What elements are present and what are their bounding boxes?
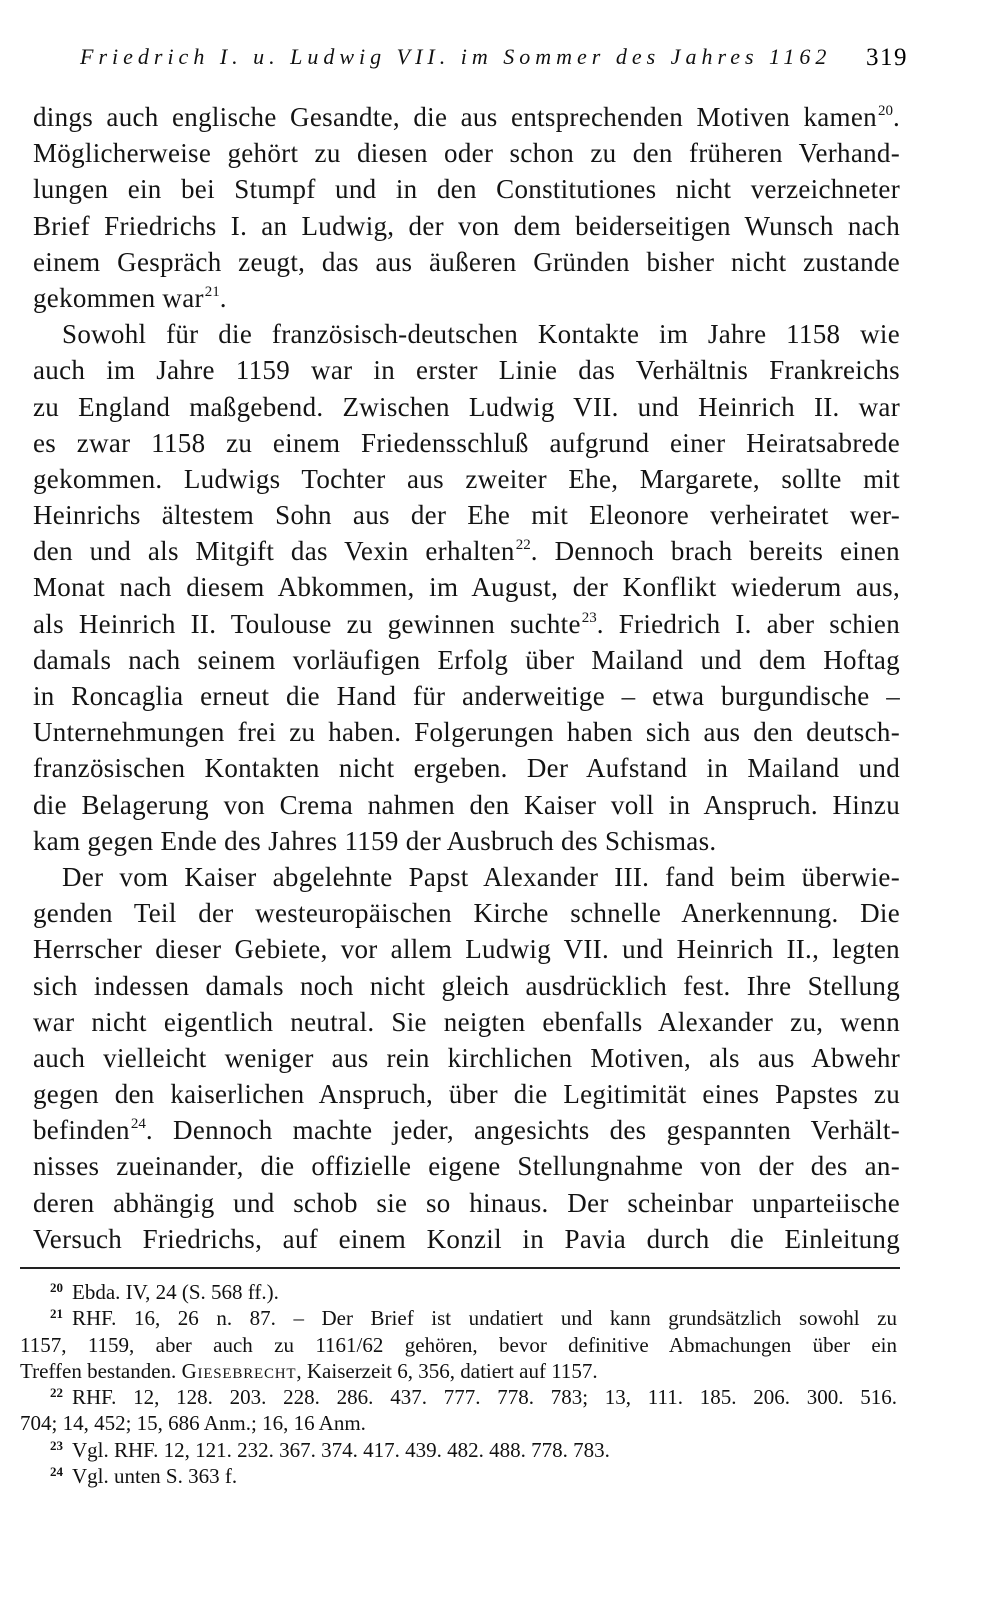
body-line [33, 823, 900, 859]
footnote-text: RHF. 16, 26 n. 87. – Der Brief ist undatiert und kann grundsätzlich sowohl zu [72, 1306, 897, 1331]
line-text: den und als Mitgift das Vexin erhalten [33, 536, 515, 567]
page-header [0, 40, 1000, 74]
footnote-text: Treffen bestanden. [20, 1358, 182, 1383]
line-text: befinden [33, 1115, 130, 1146]
footnote [20, 1384, 897, 1437]
line-text: es zwar 1158 zu einem Friedensschluß aufgrund einer Heiratsabrede [33, 427, 900, 458]
footnote-line [20, 1463, 897, 1489]
body-line [33, 787, 900, 823]
footnote-number: 23 [50, 1437, 63, 1453]
body-line [33, 1112, 900, 1148]
footnote-text: Vgl. RHF. 12, 121. 232. 367. 374. 417. 439. 482. 488. 778. 783. [72, 1437, 610, 1462]
footnote-reference: 24 [130, 1116, 146, 1133]
footnote-number: 21 [50, 1306, 63, 1322]
body-line [33, 1148, 900, 1184]
body-line [33, 1004, 900, 1040]
paragraph [33, 316, 900, 859]
line-text: französischen Kontakten nicht ergeben. Der Aufstand in Mailand und [33, 753, 900, 784]
body-line [33, 895, 900, 931]
body-line [33, 497, 900, 533]
body-line [33, 1040, 900, 1076]
footnote-number: 22 [50, 1385, 63, 1401]
body-line [33, 280, 900, 316]
line-text: Unternehmungen frei zu haben. Folgerungen haben sich aus den deutsch- [33, 717, 900, 748]
body-line [33, 389, 900, 425]
footnote-text: , Kaiserzeit 6, 356, datiert auf 1157. [296, 1358, 598, 1383]
body-line [33, 642, 900, 678]
body-line [33, 606, 900, 642]
footnote-reference: 22 [515, 537, 531, 554]
footnote-text: Ebda. IV, 24 (S. 568 ff.). [72, 1280, 279, 1304]
body-line [33, 244, 900, 280]
line-text: . Friedrich I. aber schien [596, 608, 900, 639]
line-text: Heinrichs ältestem Sohn aus der Ehe mit Eleonore verheiratet wer- [33, 500, 900, 531]
line-text: nisses zueinander, die offizielle eigene Stellungnahme von der des an- [33, 1151, 900, 1182]
body-line [33, 171, 900, 207]
footnote-line [20, 1437, 897, 1463]
body-line [33, 316, 900, 352]
body-line [33, 135, 900, 171]
body-line [33, 931, 900, 967]
footnote [20, 1463, 897, 1489]
line-text: Herrscher dieser Gebiete, vor allem Ludwig VII. und Heinrich II., legten [33, 934, 900, 965]
line-text: gekommen war [33, 282, 204, 313]
footnote-number: 20 [50, 1280, 63, 1295]
body-line [33, 1185, 900, 1221]
line-text: die Belagerung von Crema nahmen den Kaiser voll in Anspruch. Hinzu [33, 789, 900, 820]
line-text: auch vielleicht weniger aus rein kirchlichen Motiven, als aus Abwehr [33, 1042, 900, 1073]
footnote-text: RHF. 12, 128. 203. 228. 286. 437. 777. 778. 783; 13, 111. 185. 206. 300. 516. [72, 1385, 897, 1410]
line-text: Der vom Kaiser abgelehnte Papst Alexander III. fand beim überwie- [62, 861, 900, 892]
line-text: . Dennoch brach bereits einen [530, 536, 900, 567]
footnote [20, 1437, 897, 1463]
line-text: Monat nach diesem Abkommen, im August, der Konflikt wiederum aus, [33, 572, 900, 603]
line-text: lungen ein bei Stumpf und in den Constitutiones nicht verzeichneter [33, 174, 900, 205]
line-text: einem Gespräch zeugt, das aus äußeren Gründen bisher nicht zustande [33, 246, 900, 277]
body-line [33, 750, 900, 786]
body-line [33, 533, 900, 569]
body-line [33, 968, 900, 1004]
line-text: Brief Friedrichs I. an Ludwig, der von dem beiderseitigen Wunsch nach [33, 210, 900, 241]
line-text: . [219, 282, 227, 313]
body-line [33, 1076, 900, 1112]
footnote-text: 704; 14, 452; 15, 686 Anm.; 16, 16 Anm. [20, 1411, 366, 1436]
line-text: damals nach seinem vorläufigen Erfolg über Mailand und dem Hoftag [33, 644, 900, 675]
body-line [33, 425, 900, 461]
body-line [33, 352, 900, 388]
main-text [33, 99, 900, 1257]
line-text: Sowohl für die französisch-deutschen Kontakte im Jahre 1158 wie [62, 319, 900, 350]
line-text: als Heinrich II. Toulouse zu gewinnen suchte [33, 608, 581, 639]
footnote-reference: 21 [204, 283, 220, 300]
footnote-line [20, 1410, 897, 1436]
page-number: 319 [866, 44, 908, 71]
cited-author-smallcaps: GIESEBRECHT [181, 1358, 297, 1383]
footnotes-section [20, 1279, 897, 1489]
footnote-line [20, 1279, 897, 1305]
body-line [33, 569, 900, 605]
line-text: genden Teil der westeuropäischen Kirche schnelle Anerkennung. Die [33, 898, 900, 929]
line-text: auch im Jahre 1159 war in erster Linie das Verhältnis Frankreichs [33, 355, 900, 386]
body-line [33, 859, 900, 895]
running-title: Friedrich I. u. Ludwig VII. im Sommer des Jahres 1162 [80, 44, 832, 69]
line-text: . Dennoch machte jeder, angesichts des gespannten Verhält- [145, 1115, 900, 1146]
footnote-number: 24 [50, 1464, 63, 1480]
body-line [33, 678, 900, 714]
footnote-line [20, 1358, 897, 1384]
line-text: gegen den kaiserlichen Anspruch, über die Legitimität eines Papstes zu [33, 1079, 900, 1110]
footnote-line [20, 1332, 897, 1358]
line-text: in Roncaglia erneut die Hand für anderweitige – etwa burgundische – [33, 681, 900, 711]
line-text: kam gegen Ende des Jahres 1159 der Ausbruch des Schismas. [33, 825, 717, 856]
paragraph [33, 859, 900, 1257]
footnote-reference: 23 [581, 609, 597, 626]
line-text: deren abhängig und schob sie so hinaus. Der scheinbar unparteiische [33, 1187, 900, 1218]
footnote-text: 1157, 1159, aber auch zu 1161/62 gehören, bevor definitive Abmachungen über ein [20, 1332, 897, 1357]
line-text: gekommen. Ludwigs Tochter aus zweiter Ehe, Margarete, sollte mit [33, 463, 900, 494]
footnote-text: Vgl. unten S. 363 f. [72, 1464, 238, 1489]
footnote-line [20, 1384, 897, 1410]
body-line [33, 99, 900, 135]
body-line [33, 208, 900, 244]
line-text: Möglicherweise gehört zu diesen oder schon zu den früheren Verhand- [33, 138, 900, 169]
footnote-separator-rule [20, 1267, 900, 1269]
footnote [20, 1279, 897, 1305]
line-text: dings auch englische Gesandte, die aus entsprechenden Motiven kamen [33, 102, 877, 132]
footnote-reference: 20 [877, 103, 893, 119]
line-text: . [892, 102, 900, 132]
footnote-line [20, 1305, 897, 1331]
body-line [33, 1221, 900, 1257]
paragraph-continued [33, 99, 900, 316]
line-text: Versuch Friedrichs, auf einem Konzil in Pavia durch die Einleitung [33, 1223, 900, 1254]
footnote [20, 1305, 897, 1384]
line-text: zu England maßgebend. Zwischen Ludwig VII. und Heinrich II. war [33, 391, 900, 422]
line-text: war nicht eigentlich neutral. Sie neigten ebenfalls Alexander zu, wenn [33, 1006, 900, 1037]
line-text: sich indessen damals noch nicht gleich ausdrücklich fest. Ihre Stellung [33, 970, 900, 1001]
body-line [33, 461, 900, 497]
body-line [33, 714, 900, 750]
